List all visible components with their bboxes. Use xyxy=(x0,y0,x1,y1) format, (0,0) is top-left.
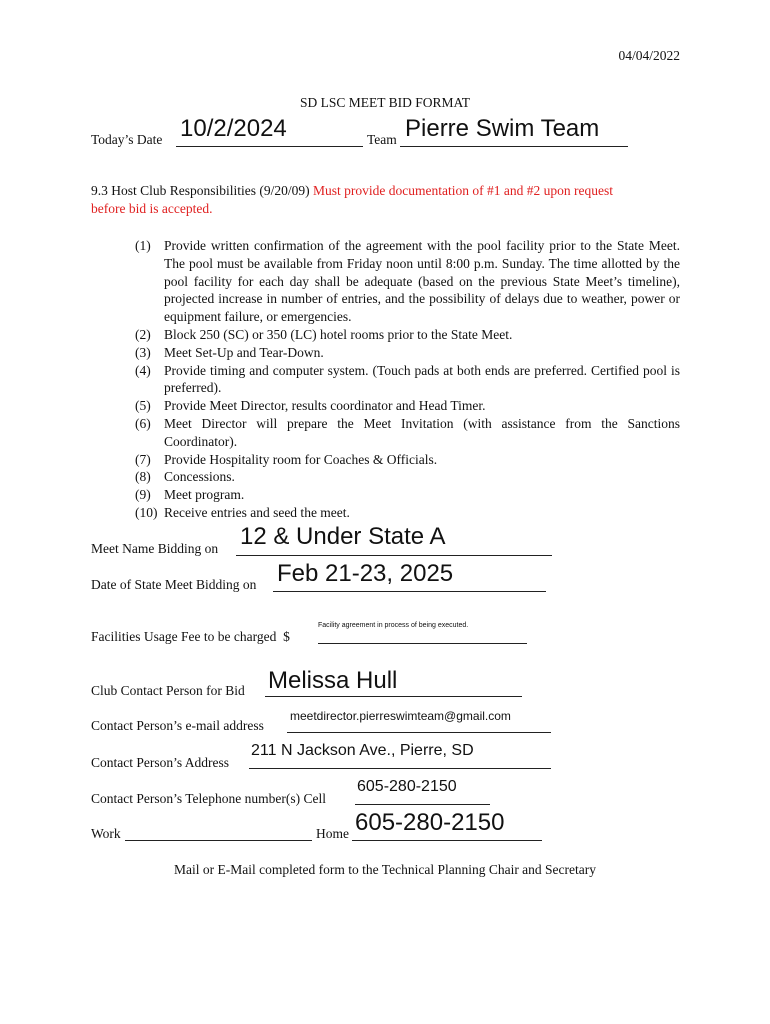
contact-label: Club Contact Person for Bid xyxy=(91,683,245,698)
fee-field[interactable]: Facility agreement in process of being executed. xyxy=(318,622,469,629)
meet-name-field[interactable]: 12 & Under State A xyxy=(240,523,446,550)
footer-instruction: Mail or E-Mail completed form to the Technical Planning Chair and Secretary xyxy=(173,862,597,877)
email-field[interactable]: meetdirector.pierreswimteam@gmail.com xyxy=(290,709,511,723)
list-item: (7) Provide Hospitality room for Coaches & Officials. xyxy=(135,451,438,467)
fee-currency: $ xyxy=(283,629,290,644)
todays-date-label: Today’s Date xyxy=(91,132,163,147)
section-heading-note-continued: before bid is accepted. xyxy=(91,201,213,216)
document-date: 04/04/2022 xyxy=(618,48,680,63)
phone-cell-label: Contact Person’s Telephone number(s) Cell xyxy=(91,791,327,806)
team-underline xyxy=(400,146,628,147)
meet-date-underline xyxy=(273,591,546,592)
address-underline xyxy=(249,768,551,769)
meet-date-field[interactable]: Feb 21-23, 2025 xyxy=(277,560,454,587)
contact-field[interactable]: Melissa Hull xyxy=(268,667,398,694)
address-field[interactable]: 211 N Jackson Ave., Pierre, SD xyxy=(251,742,474,759)
list-item: (10) Receive entries and seed the meet. xyxy=(135,504,350,520)
email-label: Contact Person’s e-mail address xyxy=(91,718,264,733)
meet-name-label: Meet Name Bidding on xyxy=(91,541,219,556)
responsibilities-list xyxy=(135,237,680,522)
todays-date-field[interactable]: 10/2/2024 xyxy=(180,115,287,142)
list-item: (6) Meet Director will prepare the Meet Invitation (with assistance from the Sanctions Coordinator). xyxy=(135,415,680,449)
section-heading-text: 9.3 Host Club Responsibilities (9/20/09) xyxy=(91,183,310,198)
work-label: Work xyxy=(91,826,121,841)
list-item: (8) Concessions. xyxy=(135,469,235,485)
phone-cell-field[interactable]: 605-280-2150 xyxy=(357,778,457,795)
fee-label: Facilities Usage Fee to be charged $ xyxy=(91,629,290,644)
address-label: Contact Person’s Address xyxy=(91,755,229,770)
document-title: SD LSC MEET BID FORMAT xyxy=(299,95,471,110)
team-field[interactable]: Pierre Swim Team xyxy=(405,115,600,142)
list-item: (3) Meet Set-Up and Tear-Down. xyxy=(135,344,324,360)
list-item: (4) Provide timing and computer system. (Touch pads at both ends are preferred. Certified pool is preferred). xyxy=(135,362,680,396)
list-item: (2) Block 250 (SC) or 350 (LC) hotel rooms prior to the State Meet. xyxy=(135,326,513,342)
team-label: Team xyxy=(367,132,397,147)
section-heading xyxy=(91,183,613,199)
work-underline xyxy=(125,840,312,841)
section-heading-note: Must provide documentation of #1 and #2 upon request xyxy=(313,183,613,198)
home-field[interactable]: 605-280-2150 xyxy=(355,809,505,836)
home-underline xyxy=(352,840,542,841)
todays-date-underline xyxy=(176,146,363,147)
fee-underline xyxy=(318,643,527,644)
home-label: Home xyxy=(316,826,349,841)
list-item: (5) Provide Meet Director, results coordinator and Head Timer. xyxy=(135,398,486,414)
list-item: (9) Meet program. xyxy=(135,487,245,503)
meet-date-label: Date of State Meet Bidding on xyxy=(91,577,257,592)
phone-cell-underline xyxy=(355,804,490,805)
list-item: (1) Provide written confirmation of the agreement with the pool facility prior to the State Meet. The pool must be available from Friday noon until 8:00 p.m. Sunday. The time allotted by the pool facility for each day shall be adequate (based on the previous State Meet’s timeline), projected increase in number of entries, and the possibility of delays due to weather, power or equipment failure, or emergencies. xyxy=(135,238,680,325)
email-underline xyxy=(287,732,551,733)
meet-name-underline xyxy=(236,555,552,556)
contact-underline xyxy=(265,696,522,697)
